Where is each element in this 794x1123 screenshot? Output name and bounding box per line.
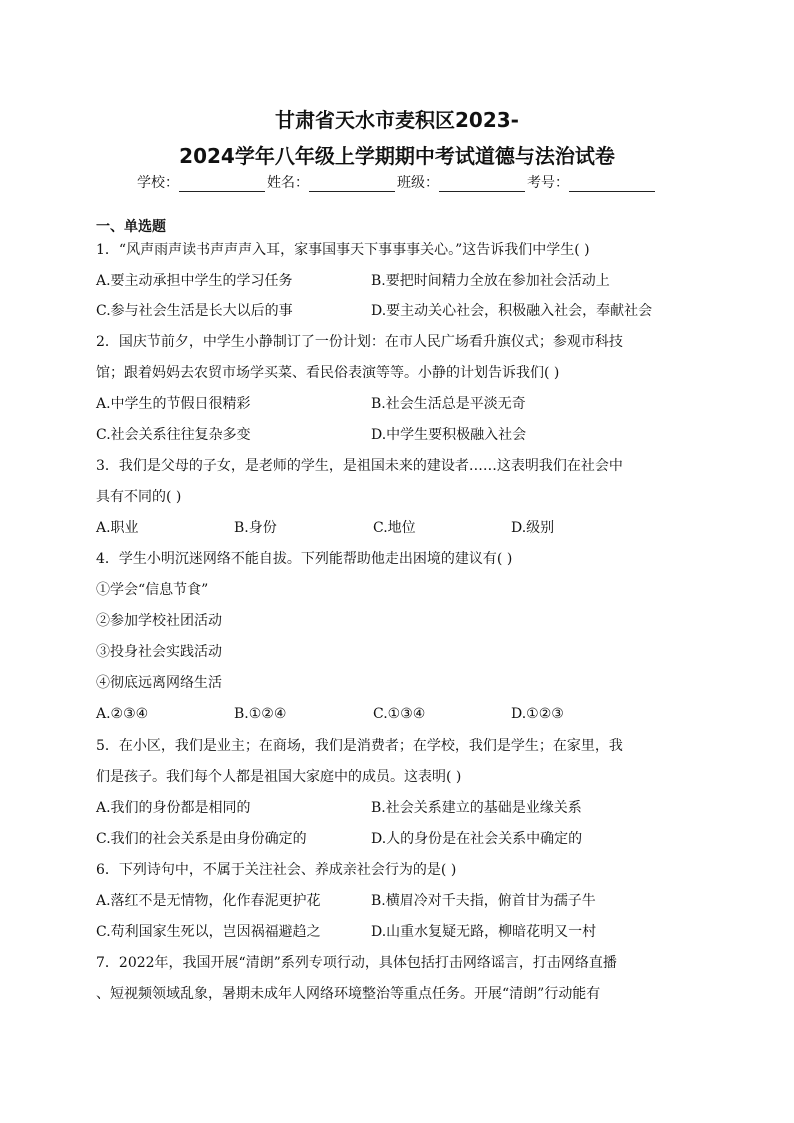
q4-option-b[interactable]: B.①②④	[234, 706, 287, 722]
q2-option-c[interactable]: C.社会关系往往复杂多变	[96, 427, 251, 443]
q4-option-d[interactable]: D.①②③	[511, 706, 564, 722]
q1-option-c[interactable]: C.参与社会生活是长大以后的事	[96, 303, 293, 319]
question-4-item-2: ②参加学校社团活动	[96, 613, 222, 629]
q6-option-c[interactable]: C.苟利国家生死以，岂因祸福避趋之	[96, 924, 321, 940]
section-title: 一、单选题	[96, 219, 166, 235]
q3-option-a[interactable]: A.职业	[96, 520, 139, 536]
class-field	[397, 172, 527, 192]
q5-option-a[interactable]: A.我们的身份都是相同的	[96, 800, 251, 816]
exam-number-field	[527, 172, 657, 192]
q1-option-a[interactable]: A.要主动承担中学生的学习任务	[96, 273, 293, 289]
name-label: 姓名：	[267, 175, 309, 191]
question-2-stem-line-1: 2．国庆节前夕，中学生小静制订了一份计划：在市人民广场看升旗仪式；参观市科技	[96, 334, 623, 350]
q3-option-c[interactable]: C.地位	[373, 520, 416, 536]
q2-option-d[interactable]: D.中学生要积极融入社会	[371, 427, 527, 443]
exam-title-line1: 甘肃省天水市麦积区2023-	[275, 108, 519, 132]
q1-option-b[interactable]: B.要把时间精力全放在参加社会活动上	[371, 273, 610, 289]
exam-number-label: 考号：	[527, 175, 569, 191]
name-blank[interactable]	[309, 175, 395, 192]
q2-option-a[interactable]: A.中学生的节假日很精彩	[96, 396, 251, 412]
q5-option-c[interactable]: C.我们的社会关系是由身份确定的	[96, 831, 307, 847]
q4-option-a[interactable]: A.②③④	[96, 706, 149, 722]
exam-number-blank[interactable]	[569, 175, 655, 192]
question-6-stem: 6．下列诗句中，不属于关注社会、养成亲社会行为的是( )	[96, 862, 457, 878]
q5-option-d[interactable]: D.人的身份是在社会关系中确定的	[371, 831, 583, 847]
q6-option-b[interactable]: B.横眉冷对千夫指，俯首甘为孺子牛	[371, 893, 596, 909]
q3-option-b[interactable]: B.身份	[234, 520, 277, 536]
question-4-stem: 4．学生小明沉迷网络不能自拔。下列能帮助他走出困境的建议有( )	[96, 551, 513, 567]
question-4-item-3: ③投身社会实践活动	[96, 644, 222, 660]
question-3-stem-line-2: 具有不同的( )	[96, 489, 182, 505]
question-2-stem-line-2: 馆；跟着妈妈去农贸市场学买菜、看民俗表演等等。小静的计划告诉我们( )	[96, 365, 560, 381]
school-field	[137, 172, 267, 192]
exam-title-line2: 2024学年八年级上学期期中考试道德与法治试卷	[179, 144, 615, 168]
question-3-stem-line-1: 3．我们是父母的子女，是老师的学生，是祖国未来的建设者……这表明我们在社会中	[96, 458, 623, 474]
q2-option-b[interactable]: B.社会生活总是平淡无奇	[371, 396, 526, 412]
question-4-item-1: ①学会“信息节食”	[96, 582, 209, 598]
question-7-stem-line-1: 7．2022年，我国开展“清朗”系列专项行动，具体包括打击网络谣言，打击网络直播	[96, 955, 617, 971]
class-blank[interactable]	[439, 175, 525, 192]
class-label: 班级：	[397, 175, 439, 191]
q6-option-a[interactable]: A.落红不是无情物，化作春泥更护花	[96, 893, 321, 909]
school-label: 学校：	[137, 175, 179, 191]
school-blank[interactable]	[179, 175, 265, 192]
question-5-stem-line-1: 5．在小区，我们是业主；在商场，我们是消费者；在学校，我们是学生；在家里，我	[96, 738, 623, 754]
q4-option-c[interactable]: C.①③④	[373, 706, 426, 722]
question-1-stem: 1．“风声雨声读书声声声入耳，家事国事天下事事事关心。”这告诉我们中学生( )	[96, 242, 590, 258]
q1-option-d[interactable]: D.要主动关心社会，积极融入社会，奉献社会	[371, 303, 653, 319]
question-7-stem-line-2: 、短视频领域乱象，暑期未成年人网络环境整治等重点任务。开展“清朗”行动能有	[96, 986, 601, 1002]
question-4-item-4: ④彻底远离网络生活	[96, 675, 222, 691]
name-field	[267, 172, 397, 192]
question-5-stem-line-2: 们是孩子。我们每个人都是祖国大家庭中的成员。这表明( )	[96, 769, 462, 785]
q3-option-d[interactable]: D.级别	[511, 520, 555, 536]
q6-option-d[interactable]: D.山重水复疑无路，柳暗花明又一村	[371, 924, 597, 940]
student-info-row	[0, 172, 794, 192]
q5-option-b[interactable]: B.社会关系建立的基础是业缘关系	[371, 800, 582, 816]
